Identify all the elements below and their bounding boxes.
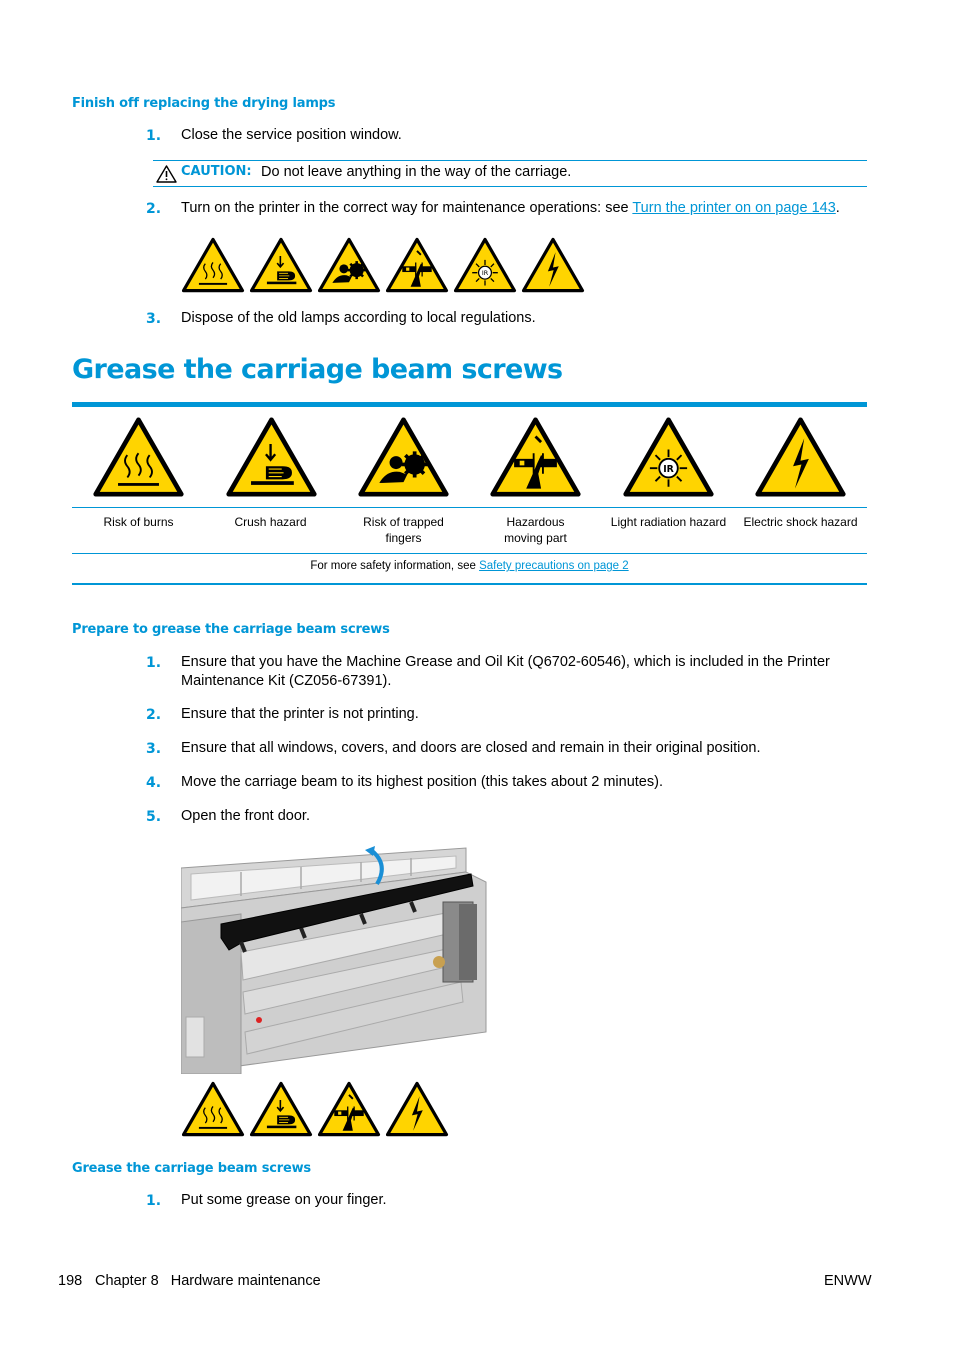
caution-box [153, 160, 867, 187]
hazard-label: Risk of burns [103, 515, 174, 529]
moving-part-icon [385, 235, 449, 295]
section-heading-finish-lamps: Finish off replacing the drying lamps [72, 96, 336, 111]
footer-page-number: 198 [58, 1273, 83, 1289]
safety-precautions-link[interactable]: Safety precautions on page 2 [479, 560, 629, 572]
divider [72, 583, 867, 585]
gear-trap-icon [317, 235, 381, 295]
step-number: 1. [146, 1193, 162, 1209]
step-number: 3. [146, 311, 162, 327]
step-text: Open the front door. [181, 808, 310, 824]
hazard-icons-row [181, 235, 585, 295]
step-text: Ensure that all windows, covers, and doors are closed and remain in their original position. [181, 740, 761, 756]
footer-chapter: Chapter 8 Hardware maintenance [95, 1273, 321, 1289]
step-number: 2. [146, 201, 162, 217]
footer-locale: ENWW [824, 1273, 872, 1289]
divider [72, 507, 867, 508]
hazard-table [72, 410, 867, 584]
safety-note-text: For more safety information, see [310, 560, 480, 572]
step-text [181, 199, 840, 218]
page-title: Grease the carriage beam screws [72, 354, 563, 385]
lightning-icon [521, 235, 585, 295]
crush-icon [249, 235, 313, 295]
moving-part-icon [317, 1079, 381, 1139]
heat-icon [92, 415, 185, 499]
hazard-label: Risk of trapped fingers [363, 515, 444, 545]
ir-text: IR [481, 269, 489, 278]
hazard-label: Hazardous moving part [504, 515, 567, 545]
step-text: Close the service position window. [181, 127, 402, 143]
step-text: Move the carriage beam to its highest position (this takes about 2 minutes). [181, 774, 663, 790]
turn-printer-on-link[interactable]: Turn the printer on on page 143 [632, 200, 836, 216]
lightning-icon [385, 1079, 449, 1139]
step-text: Ensure that the printer is not printing. [181, 706, 419, 722]
printer-carriage-beam-illustration [181, 842, 490, 1074]
step-text-end: . [835, 200, 840, 216]
caution-icon [156, 165, 177, 183]
ir-text: IR [663, 463, 674, 475]
heat-icon [181, 1079, 245, 1139]
caution-label: CAUTION: [181, 164, 252, 179]
step-number: 1. [146, 655, 162, 671]
step-number: 5. [146, 809, 162, 825]
hazard-label: Light radiation hazard [610, 515, 727, 529]
crush-icon [225, 415, 318, 499]
moving-part-icon [489, 415, 582, 499]
step-number: 4. [146, 775, 162, 791]
divider [72, 553, 867, 554]
step-text-body: Turn on the printer in the correct way for maintenance operations: see [181, 200, 633, 216]
hazard-label: Crush hazard [234, 515, 307, 529]
step-number: 1. [146, 128, 162, 144]
step-text: Ensure that you have the Machine Grease and Oil Kit (Q6702-60546), which is included in the Printer Maintenance Kit (CZ056-67391). [181, 654, 830, 689]
ir-light-icon [622, 415, 715, 499]
heat-icon [181, 235, 245, 295]
safety-note [72, 560, 867, 572]
title-rule [72, 402, 867, 407]
step-number: 3. [146, 741, 162, 757]
step-text: Put some grease on your finger. [181, 1192, 387, 1208]
section-heading-prepare: Prepare to grease the carriage beam screws [72, 622, 390, 637]
hazard-icons-row [181, 1079, 449, 1139]
hazard-label: Electric shock hazard [743, 515, 858, 529]
crush-icon [249, 1079, 313, 1139]
caution-text: Do not leave anything in the way of the carriage. [261, 164, 572, 180]
step-number: 2. [146, 707, 162, 723]
step-text: Dispose of the old lamps according to local regulations. [181, 310, 536, 326]
lightning-icon [754, 415, 847, 499]
ir-light-icon [453, 235, 517, 295]
gear-trap-icon [357, 415, 450, 499]
section-heading-grease: Grease the carriage beam screws [72, 1161, 311, 1176]
